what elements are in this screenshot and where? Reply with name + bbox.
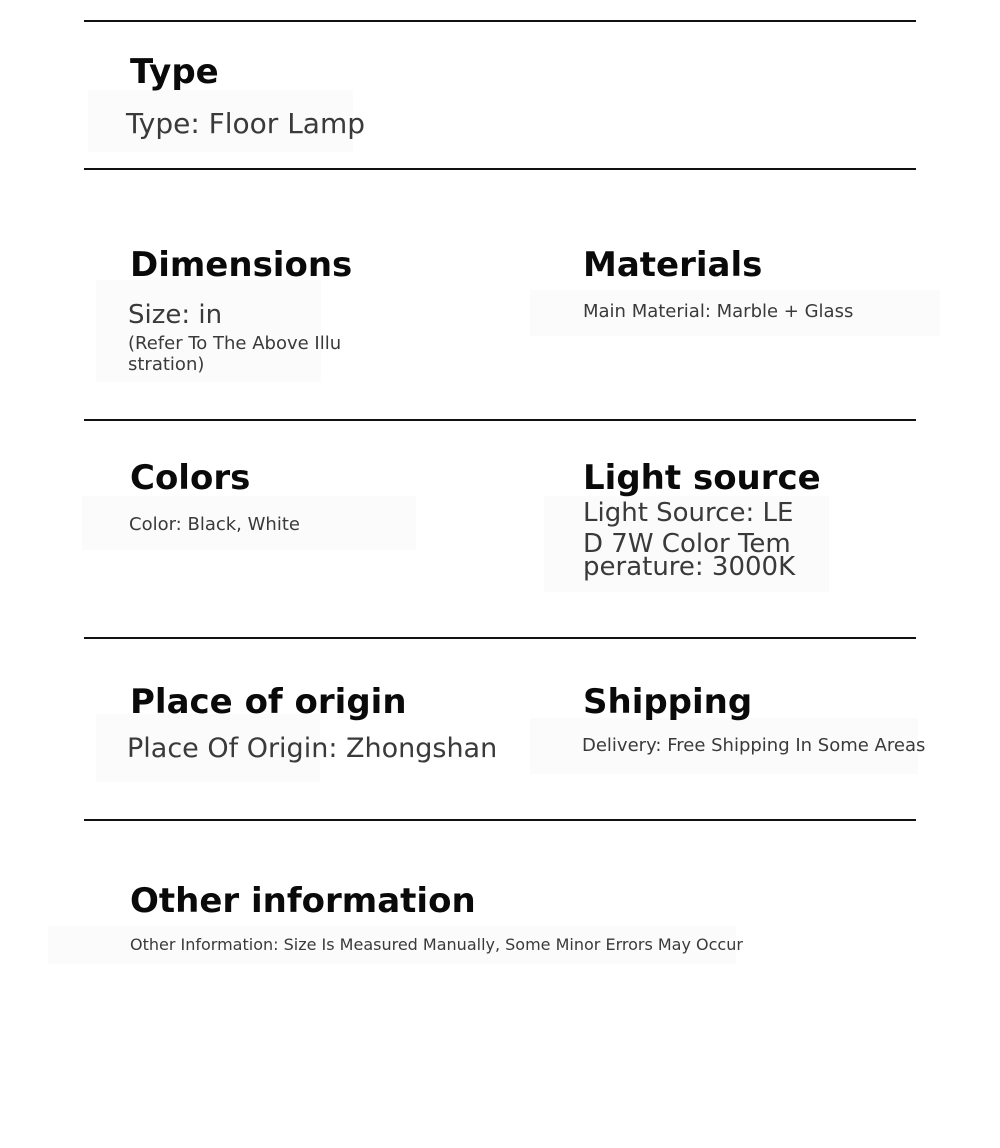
light-source-line3: perature: 3000K [583,552,796,582]
shipping-value: Delivery: Free Shipping In Some Areas [582,735,926,756]
light-source-line1: Light Source: LE [583,498,794,528]
light-source-heading: Light source [583,458,821,498]
materials-value: Main Material: Marble + Glass [583,301,854,322]
other-heading: Other information [130,881,476,921]
divider-after-dimensions [84,419,916,421]
colors-heading: Colors [130,458,251,498]
dimensions-note-line2: stration) [128,354,205,375]
divider-after-type [84,168,916,170]
origin-heading: Place of origin [130,682,407,722]
origin-value: Place Of Origin: Zhongshan [127,733,498,764]
type-heading: Type [130,52,219,92]
dimensions-note-line1: (Refer To The Above Illu [128,333,342,354]
dimensions-size-value: Size: in [128,300,223,330]
materials-heading: Materials [583,245,763,285]
other-value: Other Information: Size Is Measured Manually, Some Minor Errors May Occur [130,935,743,954]
divider-top [84,20,916,22]
divider-after-colors [84,637,916,639]
divider-after-origin [84,819,916,821]
type-value: Type: Floor Lamp [126,107,366,140]
colors-value: Color: Black, White [129,514,300,535]
shipping-heading: Shipping [583,682,753,722]
light-source-line2: D 7W Color Tem [583,529,791,559]
dimensions-heading: Dimensions [130,245,353,285]
